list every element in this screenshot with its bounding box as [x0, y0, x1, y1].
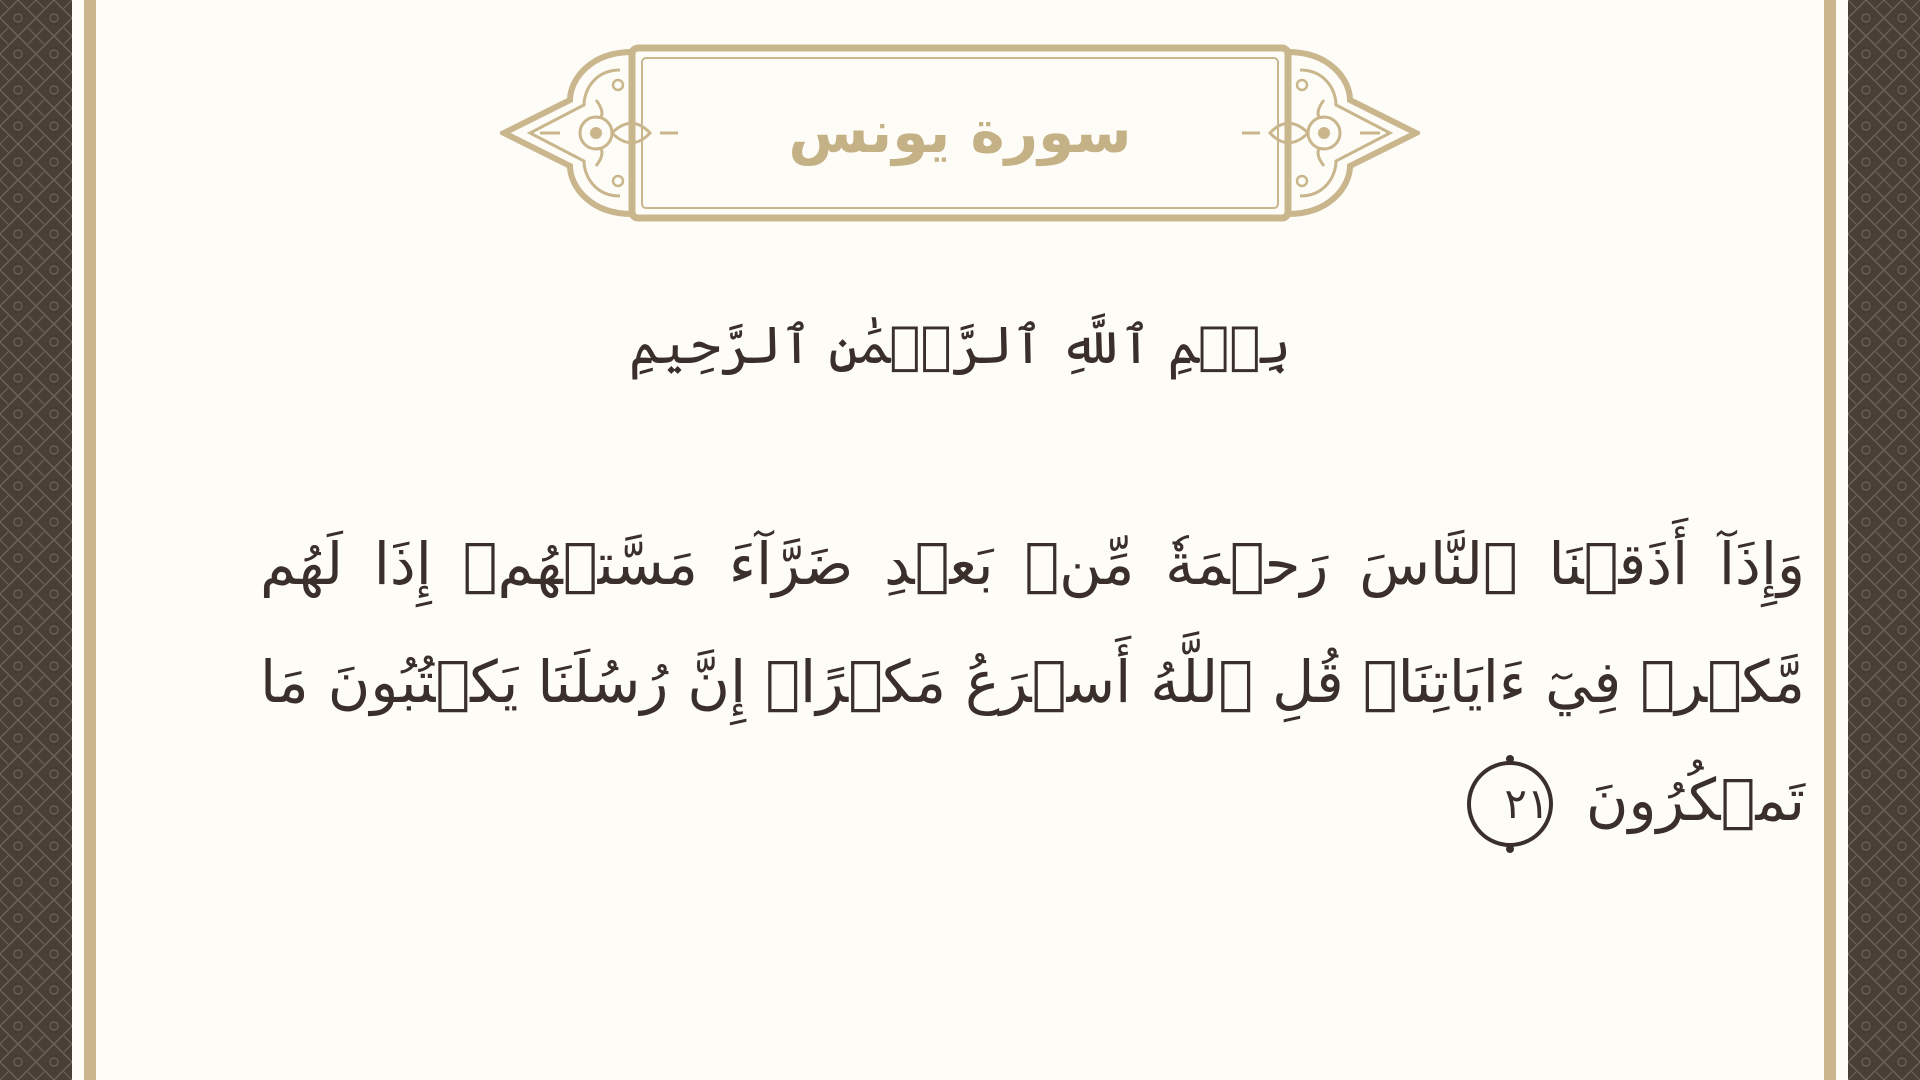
left-pattern-icon	[0, 0, 72, 1080]
left-gold-border	[84, 0, 96, 1080]
left-ornament-panel	[0, 0, 72, 1080]
surah-title: سورة يونس	[788, 98, 1132, 166]
basmala: بِسۡمِ ٱللَّهِ ٱلرَّحۡمَٰنِ ٱلرَّحِيمِ	[629, 316, 1291, 376]
right-ornament-panel	[1848, 0, 1920, 1080]
verse-block	[260, 505, 1805, 859]
verse-number: ٢١	[1504, 778, 1550, 828]
verse-text: وَإِذَآ أَذَقۡنَا ٱلنَّاسَ رَحۡمَةٗ مِّنۢ بَعۡدِ ضَرَّآءَ مَسَّتۡهُمۡ إِذَا لَهُم مَّكۡرٞ فِيٓ ءَايَاتِنَاۚ قُلِ ٱللَّهُ أَسۡرَعُ مَكۡرًاۚ إِنَّ رُسُلَنَا يَكۡتُبُونَ مَا تَمۡكُرُونَ	[260, 530, 1805, 834]
right-pattern-icon	[1848, 0, 1920, 1080]
ayah-end-marker-icon	[1467, 761, 1553, 847]
right-gold-border	[1824, 0, 1836, 1080]
